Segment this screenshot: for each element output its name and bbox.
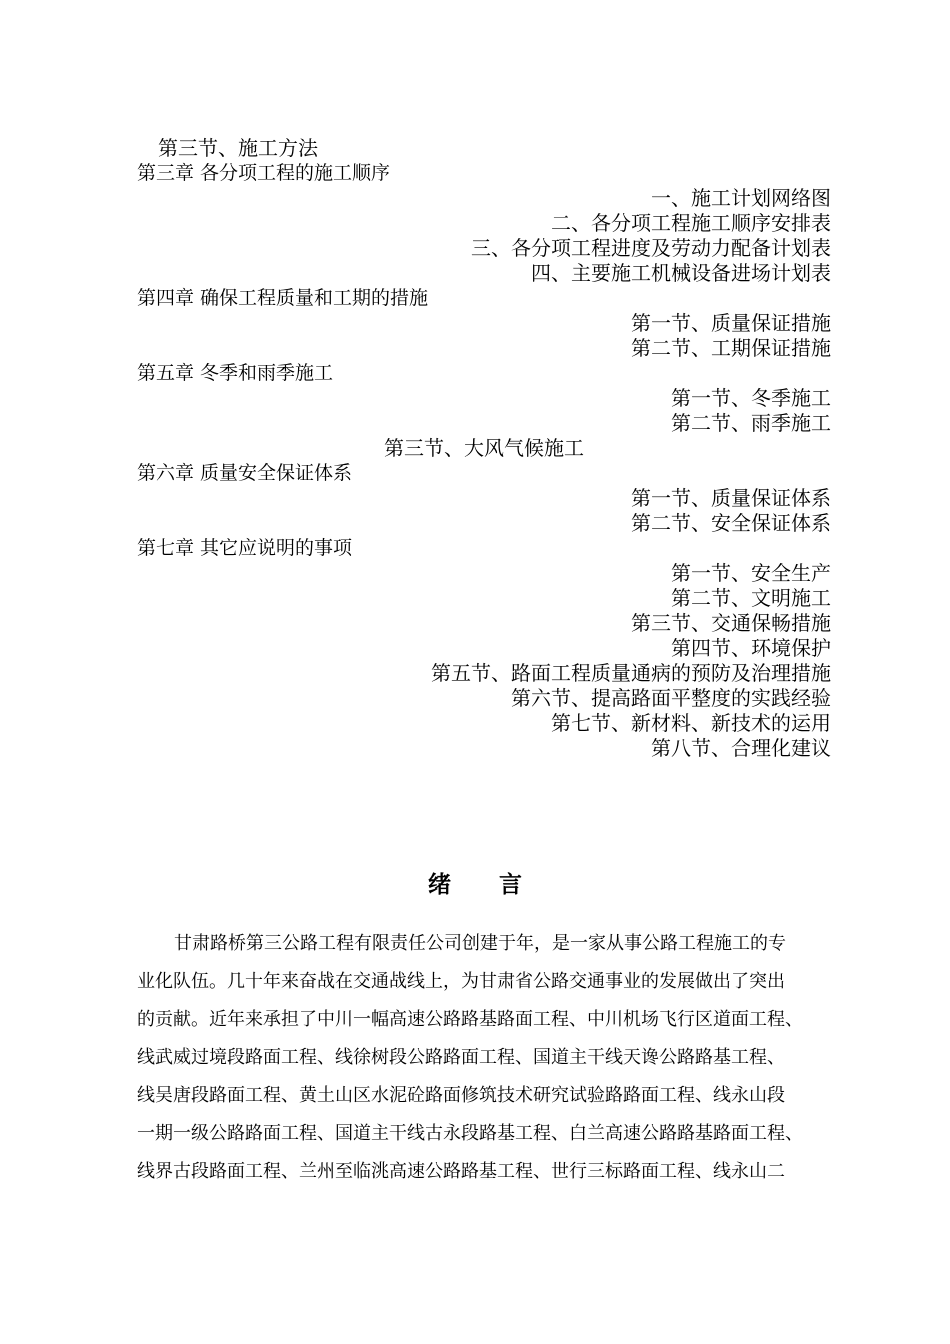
toc-section-item: 第二节、雨季施工 [671,411,831,435]
toc-section-item: 第三节、施工方法 [158,136,318,160]
toc-section-item: 二、各分项工程施工顺序安排表 [551,211,831,235]
paragraph-line: 甘肃路桥第三公路工程有限责任公司创建于年，是一家从事公路工程施工的专 [174,933,786,954]
toc-section-item: 第二节、安全保证体系 [631,511,831,535]
toc-section-item: 第五节、路面工程质量通病的预防及治理措施 [431,661,831,685]
paragraph-line: 线吴唐段路面工程、黄土山区水泥砼路面修筑技术研究试验路路面工程、线永山段 [137,1085,785,1106]
toc-section-item: 第六节、提高路面平整度的实践经验 [511,686,831,710]
toc-chapter-heading: 第七章 其它应说明的事项 [137,537,353,559]
toc-chapter-heading: 第四章 确保工程质量和工期的措施 [137,287,429,309]
toc-section-item: 第一节、安全生产 [671,561,831,585]
toc-section-item: 四、主要施工机械设备进场计划表 [531,261,831,285]
paragraph-line: 线武威过境段路面工程、线徐树段公路路面工程、国道主干线天谗公路路基工程、 [137,1047,785,1068]
toc-section-item: 第四节、环境保护 [671,636,831,660]
toc-chapter-heading: 第三章 各分项工程的施工顺序 [137,162,391,184]
intro-title [0,866,950,899]
paragraph-line: 线界古段路面工程、兰州至临洮高速公路路基工程、世行三标路面工程、线永山二 [137,1161,785,1182]
intro-title-char: 绪 [428,872,451,898]
toc-section-item: 第八节、合理化建议 [651,736,831,760]
toc-section-item: 一、施工计划网络图 [651,186,831,210]
toc-section-item: 第一节、质量保证体系 [631,486,831,510]
toc-chapter-heading: 第六章 质量安全保证体系 [137,462,353,484]
toc-section-item: 第三节、大风气候施工 [384,436,584,460]
toc-chapter-heading: 第五章 冬季和雨季施工 [137,362,334,384]
intro-paragraph [137,925,837,1191]
toc-section-item: 第一节、冬季施工 [671,386,831,410]
paragraph-line: 的贡献。近年来承担了中川一幅高速公路路基路面工程、中川机场飞行区道面工程、 [137,1009,803,1030]
toc-section-item: 第二节、文明施工 [671,586,831,610]
intro-title-char: 言 [499,872,522,898]
toc-section-item: 第一节、质量保证措施 [631,311,831,335]
toc-section-item: 三、各分项工程进度及劳动力配备计划表 [471,236,831,260]
paragraph-line: 业化队伍。几十年来奋战在交通战线上，为甘肃省公路交通事业的发展做出了突出 [137,971,785,992]
toc-section-item: 第七节、新材料、新技术的运用 [551,711,831,735]
toc-section-item: 第三节、交通保畅措施 [631,611,831,635]
paragraph-line: 一期一级公路路面工程、国道主干线古永段路基工程、白兰高速公路路基路面工程、 [137,1123,803,1144]
toc-section-item: 第二节、工期保证措施 [631,336,831,360]
